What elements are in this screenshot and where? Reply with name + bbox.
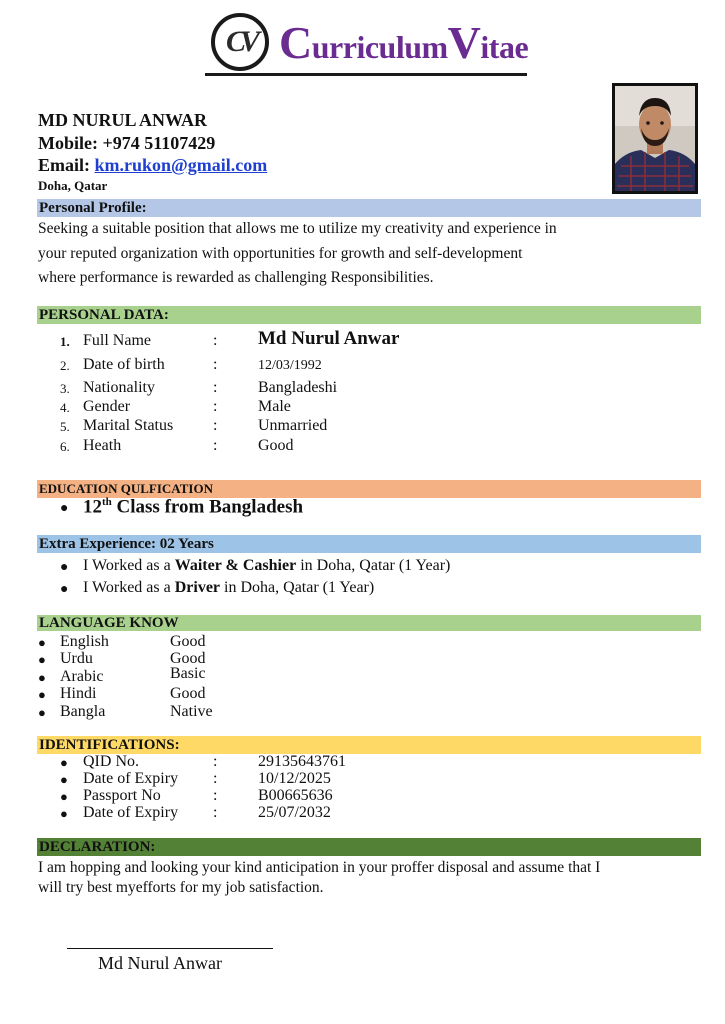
- bullet-icon: ●: [60, 582, 69, 597]
- identification-item: ● QID No. : 29135643761: [60, 753, 346, 770]
- bullet-icon: ●: [60, 806, 68, 821]
- bullet-icon: ●: [38, 705, 46, 720]
- declaration-line: will try best myefforts for my job satisfaction.: [38, 879, 324, 896]
- language-item: ● Hindi Good: [38, 685, 206, 702]
- bullet-icon: ●: [60, 755, 68, 770]
- identification-item: ● Date of Expiry : 10/12/2025: [60, 770, 331, 787]
- education-item: 12th Class from Bangladesh: [83, 496, 304, 518]
- bullet-icon: ●: [60, 789, 68, 804]
- bullet-icon: ●: [38, 687, 46, 702]
- document-title: CurriculumVitae: [279, 17, 529, 68]
- cv-logo: [205, 10, 530, 78]
- email-line: [38, 155, 267, 176]
- language-item: ● Bangla Native: [38, 703, 213, 720]
- title-underline: [205, 73, 527, 76]
- email-label: Email:: [38, 155, 95, 175]
- section-personal-data: PERSONAL DATA:: [37, 306, 701, 324]
- person-photo-icon: [615, 86, 695, 191]
- identification-item: ● Date of Expiry : 25/07/2032: [60, 804, 331, 821]
- signature-line: [67, 948, 273, 949]
- candidate-name: MD NURUL ANWAR: [38, 110, 208, 130]
- bullet-icon: ●: [60, 772, 68, 787]
- experience-item: I Worked as a Driver in Doha, Qatar (1 Year): [83, 579, 375, 596]
- language-item: ● Urdu Good: [38, 650, 206, 667]
- mobile-number: Mobile: +974 51107429: [38, 133, 216, 153]
- profile-photo: [612, 83, 698, 194]
- profile-line: your reputed organization with opportunities for growth and self-development: [38, 245, 523, 262]
- personal-data-row: 2. Date of birth : 12/03/1992: [60, 356, 322, 373]
- declaration-line: I am hopping and looking your kind anticipation in your proffer disposal and assume that I: [38, 859, 601, 876]
- section-languages: LANGUAGE KNOW: [37, 615, 701, 631]
- personal-data-row: 5. Marital Status : Unmarried: [60, 417, 328, 434]
- bullet-icon: ●: [38, 652, 46, 667]
- profile-line: where performance is rewarded as challenging Responsibilities.: [38, 269, 434, 286]
- language-item: ● English Good: [38, 633, 206, 650]
- language-item: ● Arabic Basic: [38, 665, 206, 685]
- section-personal-profile: Personal Profile:: [37, 199, 701, 217]
- section-declaration: DECLARATION:: [37, 838, 701, 856]
- section-experience: Extra Experience: 02 Years: [37, 535, 701, 553]
- experience-item: I Worked as a Waiter & Cashier in Doha, Qatar (1 Year): [83, 557, 451, 574]
- section-identifications: IDENTIFICATIONS:: [37, 736, 701, 754]
- cv-logo-letters: CV: [225, 25, 255, 58]
- profile-line: Seeking a suitable position that allows me to utilize my creativity and experience in: [38, 220, 557, 237]
- section-education: EDUCATION QULFICATION: [37, 480, 701, 498]
- personal-data-row: 4. Gender : Male: [60, 398, 291, 415]
- bullet-icon: ●: [38, 670, 46, 685]
- email-link[interactable]: km.rukon@gmail.com: [94, 155, 268, 175]
- identification-item: ● Passport No : B00665636: [60, 787, 333, 804]
- personal-data-row: 3. Nationality : Bangladeshi: [60, 379, 338, 396]
- personal-data-row: 6. Heath : Good: [60, 437, 294, 454]
- personal-data-row: 1. Full Name : Md Nurul Anwar: [60, 328, 400, 349]
- signature-name: Md Nurul Anwar: [98, 953, 222, 973]
- bullet-icon: ●: [60, 560, 69, 575]
- bullet-icon: ●: [38, 635, 46, 650]
- cv-logo-emblem: [211, 13, 269, 71]
- location: Doha, Qatar: [38, 178, 108, 193]
- bullet-icon: ●: [60, 501, 69, 516]
